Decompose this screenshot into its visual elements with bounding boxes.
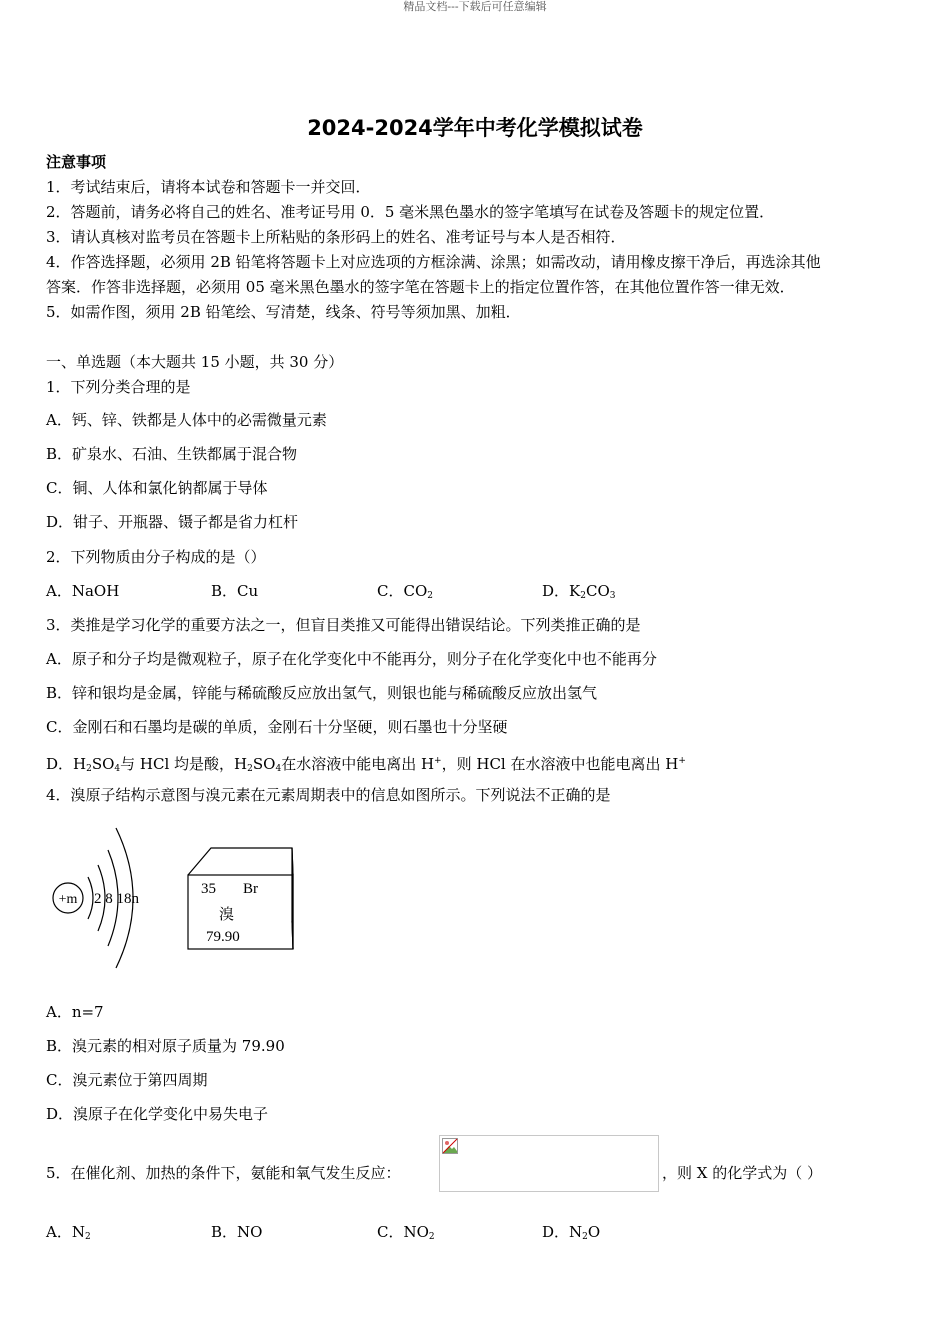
question-5-stem-end: ，则 X 的化学式为（ ） <box>662 1164 822 1182</box>
shell-electrons-label: 2 8 18n <box>94 891 139 907</box>
q4-option-c: C．溴元素位于第四周期 <box>46 1071 208 1089</box>
q4-option-d: D．溴原子在化学变化中易失电子 <box>46 1105 269 1123</box>
question-3-stem: 3．类推是学习化学的重要方法之一，但盲目类推又可能得出错误结论。下列类推正确的是 <box>46 616 641 634</box>
q5-option-c: C．$NO_2$ <box>377 1223 435 1242</box>
q5-option-b: B．NO <box>211 1223 263 1241</box>
q5-option-a: A．$N_2$ <box>46 1223 91 1242</box>
q1-option-b: B．矿泉水、石油、生铁都属于混合物 <box>46 445 298 463</box>
q2-option-d: D．$K_2CO_3$ <box>542 582 616 601</box>
question-5-stem: 5．在催化剂、加热的条件下，氨能和氧气发生反应： <box>46 1164 401 1182</box>
question-4-stem: 4．溴原子结构示意图与溴元素在元素周期表中的信息如图所示。下列说法不正确的是 <box>46 786 611 804</box>
element-symbol: Br <box>243 881 258 897</box>
q5-option-d: D．$N_2O$ <box>542 1223 601 1242</box>
equation-image-placeholder <box>439 1135 659 1192</box>
q2-option-c: C．$CO_2$ <box>377 582 433 601</box>
q2-option-b: B．Cu <box>211 582 259 600</box>
notice-item: 4．作答选择题，必须用 2B 铅笔将答题卡上对应选项的方框涂满、涂黑；如需改动，请用橡皮擦干净后，再选涂其他 <box>46 253 821 271</box>
question-2-stem: 2．下列物质由分子构成的是（） <box>46 548 266 566</box>
atomic-number: 35 <box>201 881 216 897</box>
notice-item: 5．如需作图，须用 2B 铅笔绘、写清楚，线条、符号等须加黑、加粗． <box>46 303 521 321</box>
notice-heading: 注意事项 <box>46 153 107 171</box>
atomic-mass: 79.90 <box>206 929 240 945</box>
notice-item: 3．请认真核对监考员在答题卡上所粘贴的条形码上的姓名、准考证号与本人是否相符． <box>46 228 626 246</box>
q1-option-a: A．钙、锌、铁都是人体中的必需微量元素 <box>46 411 327 429</box>
notice-item: 答案．作答非选择题，必须用 05 毫米黑色墨水的签字笔在答题卡上的指定位置作答，在其他位置作答一律无效． <box>46 278 795 296</box>
bromine-diagram <box>46 820 306 980</box>
nucleus-label: +m <box>58 892 78 907</box>
notice-item: 2．答题前，请务必将自己的姓名、准考证号用 0．5 毫米黑色墨水的签字笔填写在试卷及答题卡的规定位置． <box>46 203 775 221</box>
q1-option-c: C．铜、人体和氯化钠都属于导体 <box>46 479 268 497</box>
broken-image-icon <box>442 1138 458 1154</box>
element-cell <box>188 848 293 949</box>
q3-option-c: C．金刚石和石墨均是碳的单质，金刚石十分坚硬，则石墨也十分坚硬 <box>46 718 508 736</box>
q3-option-a: A．原子和分子均是微观粒子，原子在化学变化中不能再分，则分子在化学变化中也不能再分 <box>46 650 657 668</box>
page-title: 2024-2024学年中考化学模拟试卷 <box>307 116 643 140</box>
element-name: 溴 <box>219 905 235 923</box>
q2-option-a: A．NaOH <box>46 582 120 600</box>
q4-option-b: B．溴元素的相对原子质量为 79.90 <box>46 1037 285 1055</box>
section-heading: 一、单选题（本大题共 15 小题，共 30 分） <box>46 353 344 371</box>
q1-option-d: D．钳子、开瓶器、镊子都是省力杠杆 <box>46 513 299 531</box>
q3-option-b: B．锌和银均是金属，锌能与稀硫酸反应放出氢气，则银也能与稀硫酸反应放出氢气 <box>46 684 598 702</box>
q3-option-d: D．$H_2SO_4$与 HCl 均是酸，$H_2SO_4$在水溶液中能电离出 H+，则 HCl 在水溶液中也能电离出 H+ <box>46 755 686 774</box>
question-1-stem: 1．下列分类合理的是 <box>46 378 191 396</box>
notice-item: 1．考试结束后，请将本试卷和答题卡一并交回． <box>46 178 371 196</box>
page-header: 精品文档---下载后可任意编辑 <box>403 0 547 13</box>
q4-option-a: A．n=7 <box>46 1003 104 1021</box>
